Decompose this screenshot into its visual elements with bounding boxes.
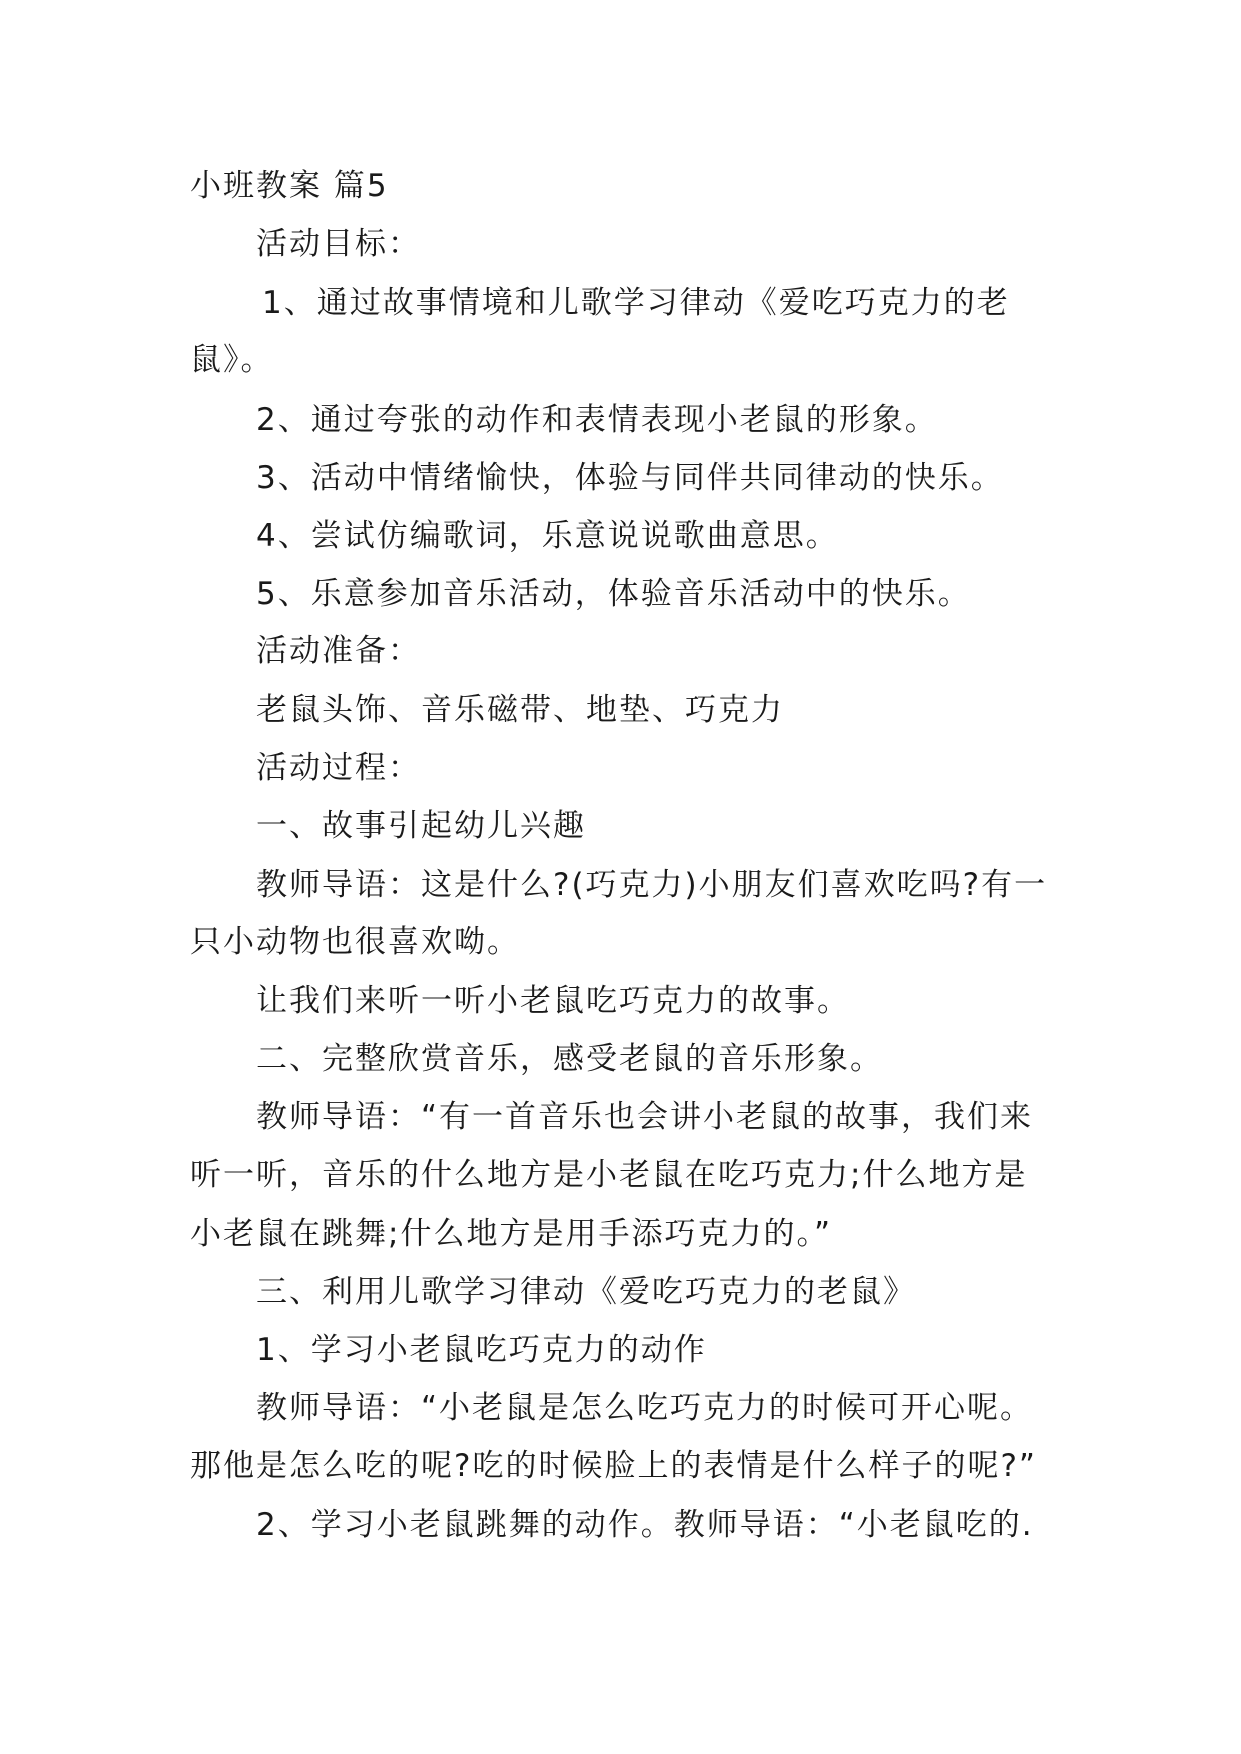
- process-step-3-heading: 三、利用儿歌学习律动《爱吃巧克力的老鼠》: [256, 1274, 916, 1310]
- goal-1-line-2: 鼠》。: [190, 342, 274, 378]
- heading-activity-process: 活动过程：: [256, 750, 421, 786]
- document-title: 小班教案 篇5: [190, 168, 389, 204]
- teacher-prompt-2-line-3: 小老鼠在跳舞;什么地方是用手添巧克力的。”: [190, 1216, 833, 1252]
- preparation-materials: 老鼠头饰、音乐磁带、地垫、巧克力: [256, 692, 784, 728]
- goal-5: 5、乐意参加音乐活动，体验音乐活动中的快乐。: [256, 576, 971, 612]
- teacher-prompt-2-line-1: 教师导语：“有一首音乐也会讲小老鼠的故事，我们来: [256, 1099, 1034, 1135]
- substep-2-line: 2、学习小老鼠跳舞的动作。教师导语：“小老鼠吃的.: [256, 1507, 1034, 1543]
- goal-3: 3、活动中情绪愉快，体验与同伴共同律动的快乐。: [256, 460, 1004, 496]
- teacher-prompt-2-line-2: 听一听，音乐的什么地方是小老鼠在吃巧克力;什么地方是: [190, 1157, 1028, 1193]
- goal-4: 4、尝试仿编歌词，乐意说说歌曲意思。: [256, 518, 839, 554]
- teacher-prompt-1-line-2: 只小动物也很喜欢呦。: [190, 924, 520, 960]
- teacher-prompt-3-line-2: 那他是怎么吃的呢?吃的时候脸上的表情是什么样子的呢?”: [190, 1448, 1037, 1484]
- teacher-prompt-3-line-1: 教师导语：“小老鼠是怎么吃巧克力的时候可开心呢。: [256, 1390, 1034, 1426]
- goal-1-line-1: 1、通过故事情境和儿歌学习律动《爱吃巧克力的老: [262, 285, 1010, 321]
- teacher-prompt-1-line-1: 教师导语：这是什么?(巧克力)小朋友们喜欢吃吗?有一: [256, 867, 1048, 903]
- heading-activity-preparation: 活动准备：: [256, 633, 421, 669]
- process-step-1-heading: 一、故事引起幼儿兴趣: [256, 808, 586, 844]
- substep-1-heading: 1、学习小老鼠吃巧克力的动作: [256, 1332, 707, 1368]
- goal-2: 2、通过夸张的动作和表情表现小老鼠的形象。: [256, 402, 938, 438]
- process-step-2-heading: 二、完整欣赏音乐，感受老鼠的音乐形象。: [256, 1041, 883, 1077]
- story-intro: 让我们来听一听小老鼠吃巧克力的故事。: [256, 983, 850, 1019]
- heading-activity-goals: 活动目标：: [256, 226, 421, 262]
